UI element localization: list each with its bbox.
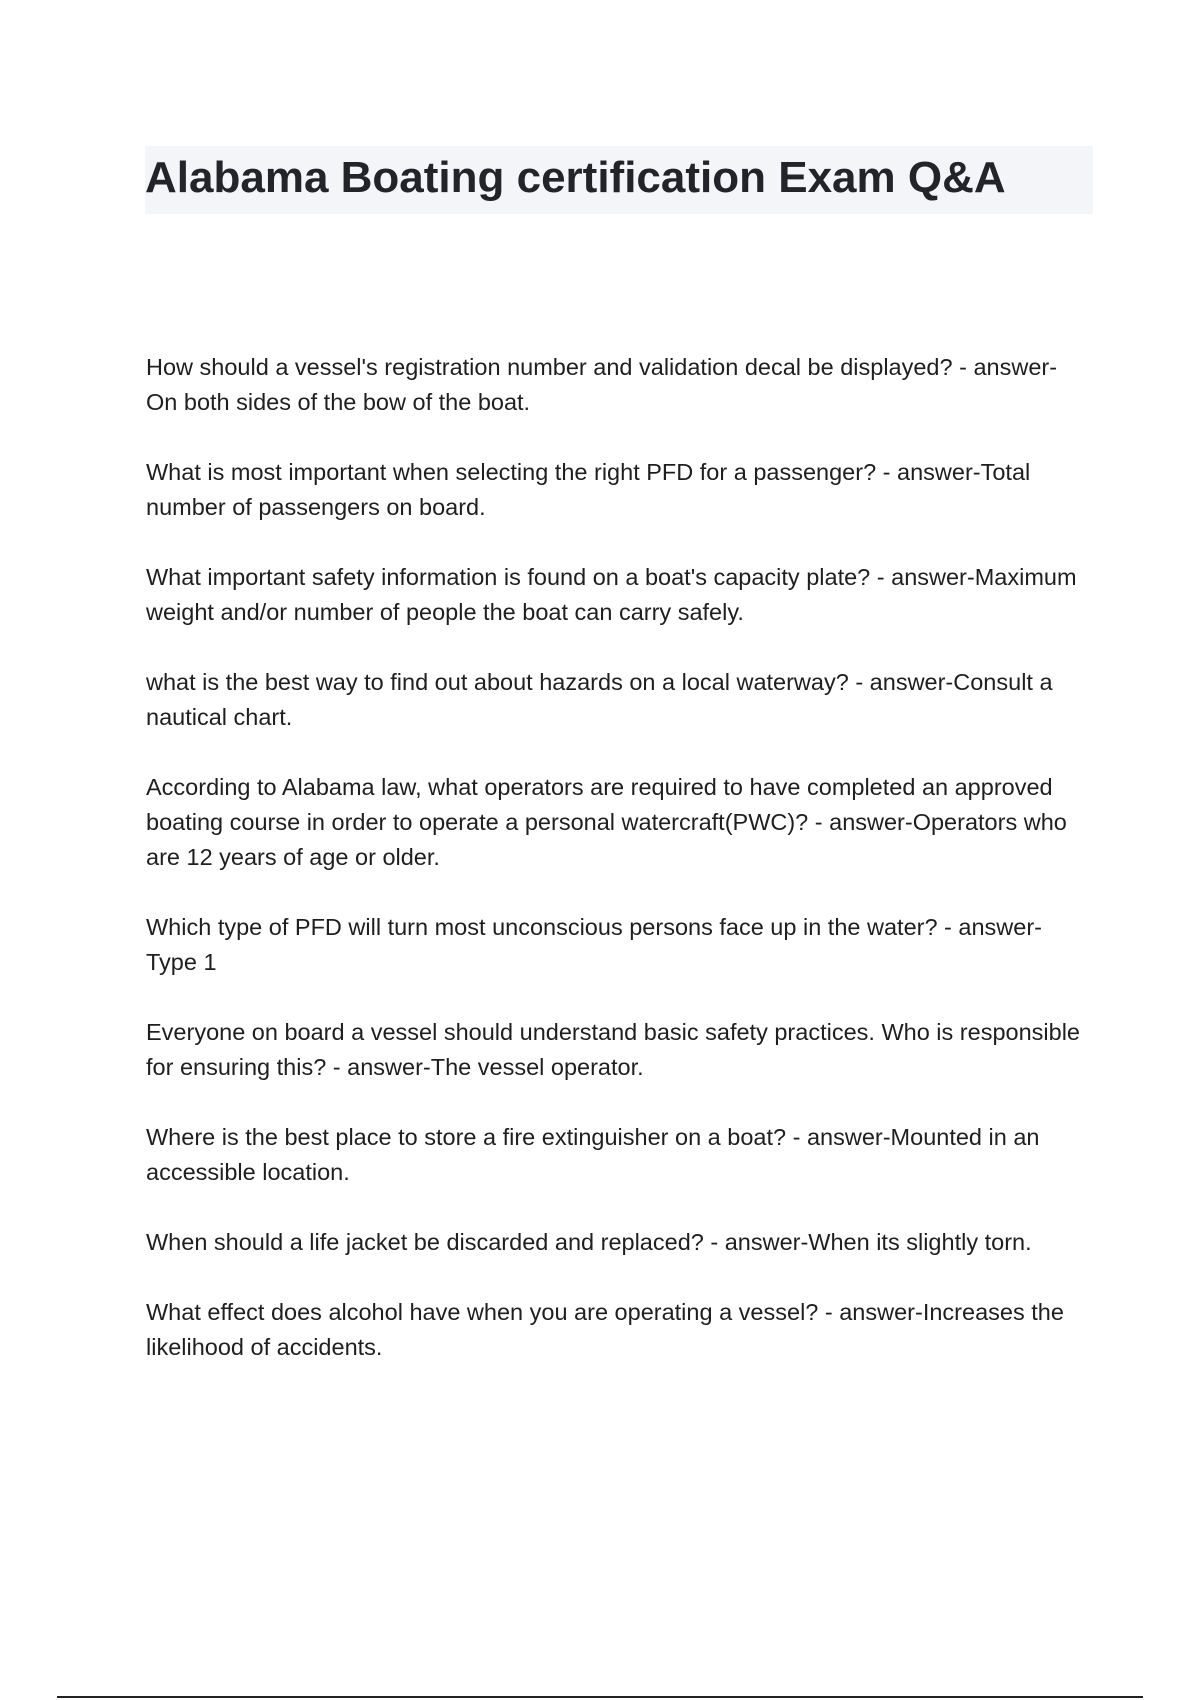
footer-divider <box>57 1696 1143 1698</box>
qa-item: What is most important when selecting the right PFD for a passenger? - answer-Total number of passengers on board. <box>146 459 1031 520</box>
page-title: Alabama Boating certification Exam Q&A <box>145 153 1006 202</box>
qa-item: Everyone on board a vessel should understand basic safety practices. Who is responsible for ensuring this? - answer-The vessel operator. <box>146 1019 1080 1080</box>
qa-item: What important safety information is found on a boat's capacity plate? - answer-Maximum weight and/or number of people the boat can carry safely. <box>146 564 1077 625</box>
qa-item: what is the best way to find out about hazards on a local waterway? - answer-Consult a nautical chart. <box>146 669 1053 730</box>
qa-item: Where is the best place to store a fire extinguisher on a boat? - answer-Mounted in an accessible location. <box>146 1124 1040 1185</box>
qa-item: How should a vessel's registration number and validation decal be displayed? - answer-On both sides of the bow of the boat. <box>146 354 1058 415</box>
qa-item: What effect does alcohol have when you are operating a vessel? - answer-Increases the likelihood of accidents. <box>146 1299 1064 1360</box>
qa-item: According to Alabama law, what operators are required to have completed an approved boating course in order to operate a personal watercraft(PWC)? - answer-Operators who are 12 years of age or older. <box>146 774 1067 870</box>
qa-item: Which type of PFD will turn most unconscious persons face up in the water? - answer-Type 1 <box>146 914 1042 975</box>
qa-list <box>146 350 1086 1400</box>
qa-item: When should a life jacket be discarded and replaced? - answer-When its slightly torn. <box>146 1229 1032 1255</box>
title-block <box>145 146 1093 214</box>
